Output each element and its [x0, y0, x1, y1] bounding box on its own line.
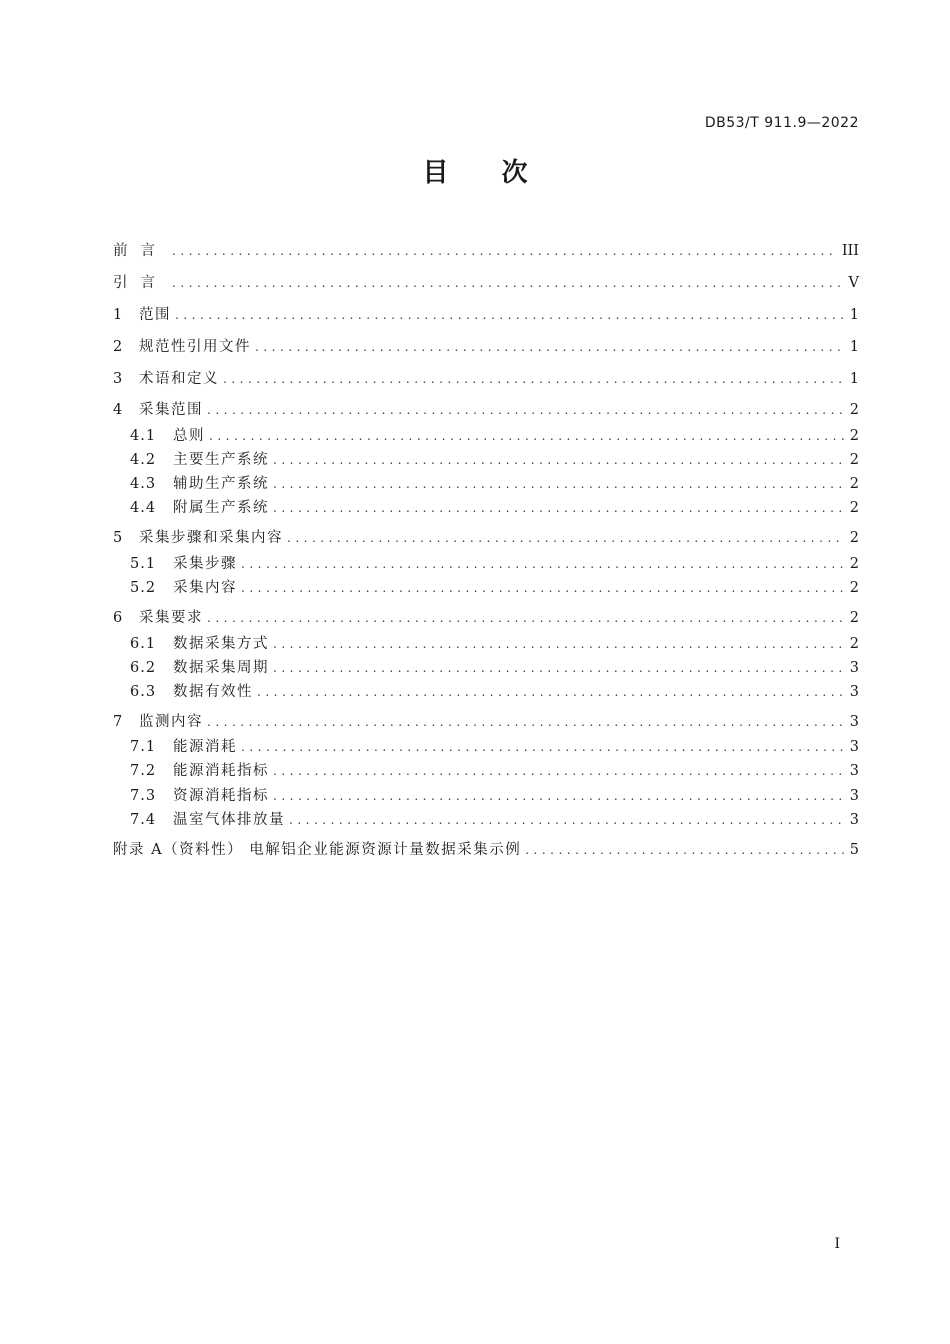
toc-entry-1[interactable] — [113, 304, 859, 326]
toc-entry-number: 2 — [113, 339, 124, 355]
toc-entry-number: 7.2 — [130, 763, 157, 779]
toc-entry-4-2[interactable] — [113, 449, 859, 471]
toc-entry-number: 4.1 — [130, 428, 157, 444]
toc-entry-page: 1 — [849, 307, 859, 323]
toc-entry-7[interactable] — [113, 711, 859, 733]
toc-entry-page: 2 — [849, 500, 859, 516]
toc-entry-page: 2 — [849, 580, 859, 596]
toc-entry-introduction[interactable] — [113, 272, 859, 294]
toc-entry-7-2[interactable] — [113, 760, 859, 782]
toc-entry-label: 附属生产系统 — [173, 500, 269, 516]
toc-entry-7-3[interactable] — [113, 785, 859, 807]
toc-entry-2[interactable] — [113, 336, 859, 358]
toc-entry-page: 1 — [849, 371, 859, 387]
toc-entry-number: 1 — [113, 307, 124, 323]
toc-entry-label: 规范性引用文件 — [139, 339, 251, 355]
toc-entry-page: 2 — [849, 636, 859, 652]
toc-entry-label: 数据采集方式 — [173, 636, 269, 652]
toc-entry-page: 3 — [849, 788, 859, 804]
toc-entry-foreword[interactable] — [113, 240, 859, 262]
toc-entry-number: 5.1 — [130, 556, 157, 572]
toc-entry-number: 7 — [113, 714, 124, 730]
toc-leader-dots — [207, 711, 845, 733]
toc-entry-6-2[interactable] — [113, 657, 859, 679]
toc-entry-page: 3 — [849, 812, 859, 828]
toc-leader-dots — [273, 760, 845, 782]
toc-entry-label: 采集范围 — [139, 402, 203, 418]
toc-entry-number: 7.1 — [130, 739, 157, 755]
toc-entry-label: 监测内容 — [139, 714, 203, 730]
toc-entry-number: 6.3 — [130, 684, 157, 700]
toc-entry-6[interactable] — [113, 607, 859, 629]
toc-entry-page: 2 — [849, 610, 859, 626]
toc-leader-dots — [273, 785, 845, 807]
toc-entry-label: 附录 A（资料性） 电解铝企业能源资源计量数据采集示例 — [113, 842, 522, 858]
toc-entry-number: 7.4 — [130, 812, 157, 828]
toc-entry-label: 主要生产系统 — [173, 452, 269, 468]
toc-entry-label: 数据有效性 — [173, 684, 253, 700]
toc-entry-number: 7.3 — [130, 788, 157, 804]
toc-entry-label: 温室气体排放量 — [173, 812, 285, 828]
toc-entry-label: 辅助生产系统 — [173, 476, 269, 492]
page-number: I — [834, 1236, 840, 1252]
toc-entry-page: 2 — [849, 402, 859, 418]
toc-entry-page: 3 — [849, 714, 859, 730]
toc-leader-dots — [175, 304, 845, 326]
toc-entry-label: 引言 — [113, 275, 168, 291]
toc-entry-label: 能源消耗指标 — [173, 763, 269, 779]
toc-entry-6-1[interactable] — [113, 633, 859, 655]
table-of-contents — [113, 0, 859, 1344]
toc-entry-4[interactable] — [113, 399, 859, 421]
toc-entry-label: 前言 — [113, 243, 168, 259]
toc-leader-dots — [289, 809, 845, 831]
toc-entry-page: 3 — [849, 763, 859, 779]
toc-entry-5[interactable] — [113, 527, 859, 549]
toc-entry-label: 采集要求 — [139, 610, 203, 626]
toc-leader-dots — [273, 473, 845, 495]
toc-entry-page: 2 — [849, 428, 859, 444]
toc-leader-dots — [241, 577, 845, 599]
toc-entry-number: 6.2 — [130, 660, 157, 676]
toc-entry-label: 数据采集周期 — [173, 660, 269, 676]
page-title: 目 次 — [422, 158, 528, 188]
toc-leader-dots — [209, 425, 845, 447]
toc-leader-dots — [273, 449, 845, 471]
toc-leader-dots — [223, 368, 845, 390]
toc-leader-dots — [273, 657, 845, 679]
toc-entry-4-4[interactable] — [113, 497, 859, 519]
document-code: DB53/T 911.9—2022 — [704, 115, 859, 131]
toc-leader-dots — [273, 497, 845, 519]
toc-entry-7-4[interactable] — [113, 809, 859, 831]
toc-leader-dots — [241, 736, 845, 758]
toc-entry-page: V — [848, 275, 859, 291]
toc-entry-number: 6 — [113, 610, 124, 626]
toc-leader-dots — [257, 681, 845, 703]
toc-entry-page: 1 — [849, 339, 859, 355]
toc-entry-label: 采集步骤和采集内容 — [139, 530, 283, 546]
toc-leader-dots — [273, 633, 845, 655]
toc-entry-4-1[interactable] — [113, 425, 859, 447]
toc-entry-page: III — [841, 243, 859, 259]
toc-leader-dots — [255, 336, 845, 358]
toc-entry-4-3[interactable] — [113, 473, 859, 495]
toc-leader-dots — [287, 527, 845, 549]
toc-entry-label: 采集步骤 — [173, 556, 237, 572]
toc-entry-page: 2 — [849, 556, 859, 572]
toc-entry-3[interactable] — [113, 368, 859, 390]
toc-entry-label: 资源消耗指标 — [173, 788, 269, 804]
toc-entry-number: 4.3 — [130, 476, 157, 492]
toc-entry-page: 2 — [849, 530, 859, 546]
toc-entry-number: 4.4 — [130, 500, 157, 516]
toc-leader-dots — [525, 839, 845, 861]
toc-entry-label: 术语和定义 — [139, 371, 219, 387]
toc-entry-7-1[interactable] — [113, 736, 859, 758]
toc-leader-dots — [207, 607, 845, 629]
toc-entry-page: 3 — [849, 660, 859, 676]
toc-entry-label: 能源消耗 — [173, 739, 237, 755]
toc-entry-appendix-a[interactable] — [113, 839, 859, 861]
toc-entry-number: 4.2 — [130, 452, 157, 468]
toc-entry-number: 5.2 — [130, 580, 157, 596]
toc-entry-page: 2 — [849, 452, 859, 468]
toc-entry-page: 2 — [849, 476, 859, 492]
toc-entry-6-3[interactable] — [113, 681, 859, 703]
toc-entry-page: 3 — [849, 739, 859, 755]
toc-leader-dots — [241, 553, 845, 575]
toc-entry-label: 总则 — [173, 428, 205, 444]
toc-leader-dots — [207, 399, 845, 421]
toc-entry-5-2[interactable] — [113, 577, 859, 599]
toc-leader-dots — [172, 272, 845, 294]
toc-entry-page: 3 — [849, 684, 859, 700]
toc-entry-number: 6.1 — [130, 636, 157, 652]
toc-entry-5-1[interactable] — [113, 553, 859, 575]
toc-entry-number: 4 — [113, 402, 124, 418]
toc-entry-label: 范围 — [139, 307, 171, 323]
toc-entry-number: 5 — [113, 530, 124, 546]
toc-entry-number: 3 — [113, 371, 124, 387]
toc-entry-label: 采集内容 — [173, 580, 237, 596]
toc-leader-dots — [172, 240, 838, 262]
toc-entry-page: 5 — [849, 842, 859, 858]
